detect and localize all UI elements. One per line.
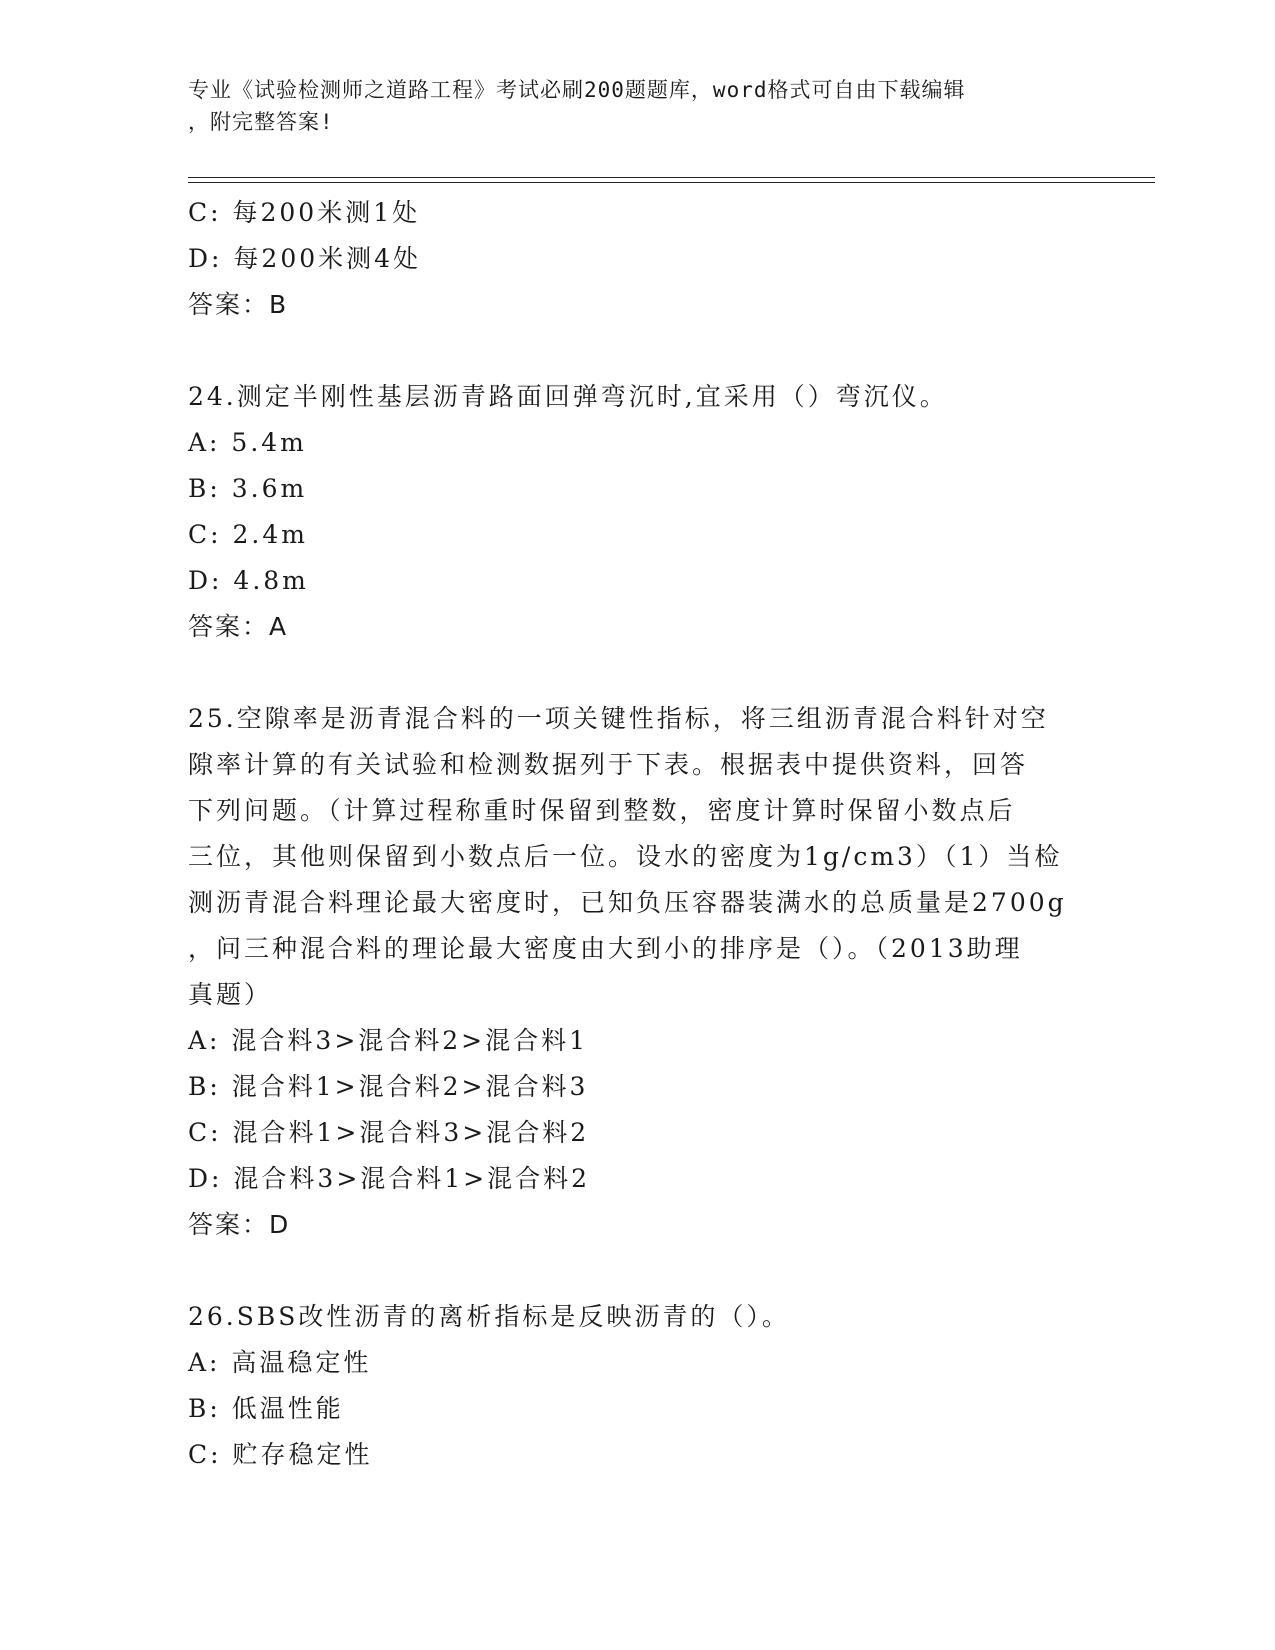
option-d: D: 每200米测4处 xyxy=(188,244,422,273)
spacer xyxy=(188,650,1088,696)
spacer xyxy=(188,1248,1088,1294)
question-24 xyxy=(188,374,1088,650)
page-header xyxy=(188,74,1068,138)
question-content xyxy=(188,190,1088,1478)
question-stem-line: 25.空隙率是沥青混合料的一项关键性指标，将三组沥青混合料针对空 xyxy=(188,704,1049,733)
spacer xyxy=(188,328,1088,374)
option-b: B: 低温性能 xyxy=(188,1394,344,1423)
answer: 答案：D xyxy=(188,1210,291,1239)
option-c: C: 每200米测1处 xyxy=(188,198,421,227)
option-d: D: 混合料3>混合料1>混合料2 xyxy=(188,1164,591,1193)
answer: 答案：B xyxy=(188,290,289,319)
question-25 xyxy=(188,696,1088,1248)
option-c: C: 贮存稳定性 xyxy=(188,1440,373,1469)
question-23 xyxy=(188,190,1088,328)
answer: 答案：A xyxy=(188,612,289,641)
option-b: B: 混合料1>混合料2>混合料3 xyxy=(188,1072,589,1101)
option-c: C: 2.4m xyxy=(188,520,308,549)
question-stem-line: 隙率计算的有关试验和检测数据列于下表。根据表中提供资料，回答 xyxy=(188,750,1029,779)
option-a: A: 高温稳定性 xyxy=(188,1348,372,1377)
question-stem: 24.测定半刚性基层沥青路面回弹弯沉时,宜采用（）弯沉仪。 xyxy=(188,382,948,411)
option-a: A: 混合料3>混合料2>混合料1 xyxy=(188,1026,589,1055)
header-line-1: 专业《试验检测师之道路工程》考试必刷200题题库，word格式可自由下载编辑 xyxy=(188,78,966,102)
question-stem-line: 下列问题。（计算过程称重时保留到整数，密度计算时保留小数点后 xyxy=(188,796,1016,825)
question-26 xyxy=(188,1294,1088,1478)
question-stem-line: 测沥青混合料理论最大密度时，已知负压容器装满水的总质量是2700g xyxy=(188,888,1067,917)
question-stem-line: 三位，其他则保留到小数点后一位。设水的密度为1g/cm3）（1）当检 xyxy=(188,842,1063,871)
option-a: A: 5.4m xyxy=(188,428,307,457)
question-stem-line: ，问三种混合料的理论最大密度由大到小的排序是（）。（2013助理 xyxy=(188,934,1023,963)
header-rule-bottom xyxy=(188,182,1155,183)
question-stem-line: 真题） xyxy=(188,980,273,1009)
header-line-2: ，附完整答案! xyxy=(188,110,334,134)
header-rule-top xyxy=(188,177,1155,178)
option-d: D: 4.8m xyxy=(188,566,309,595)
option-c: C: 混合料1>混合料3>混合料2 xyxy=(188,1118,590,1147)
option-b: B: 3.6m xyxy=(188,474,308,503)
question-stem: 26.SBS改性沥青的离析指标是反映沥青的（）。 xyxy=(188,1302,790,1331)
